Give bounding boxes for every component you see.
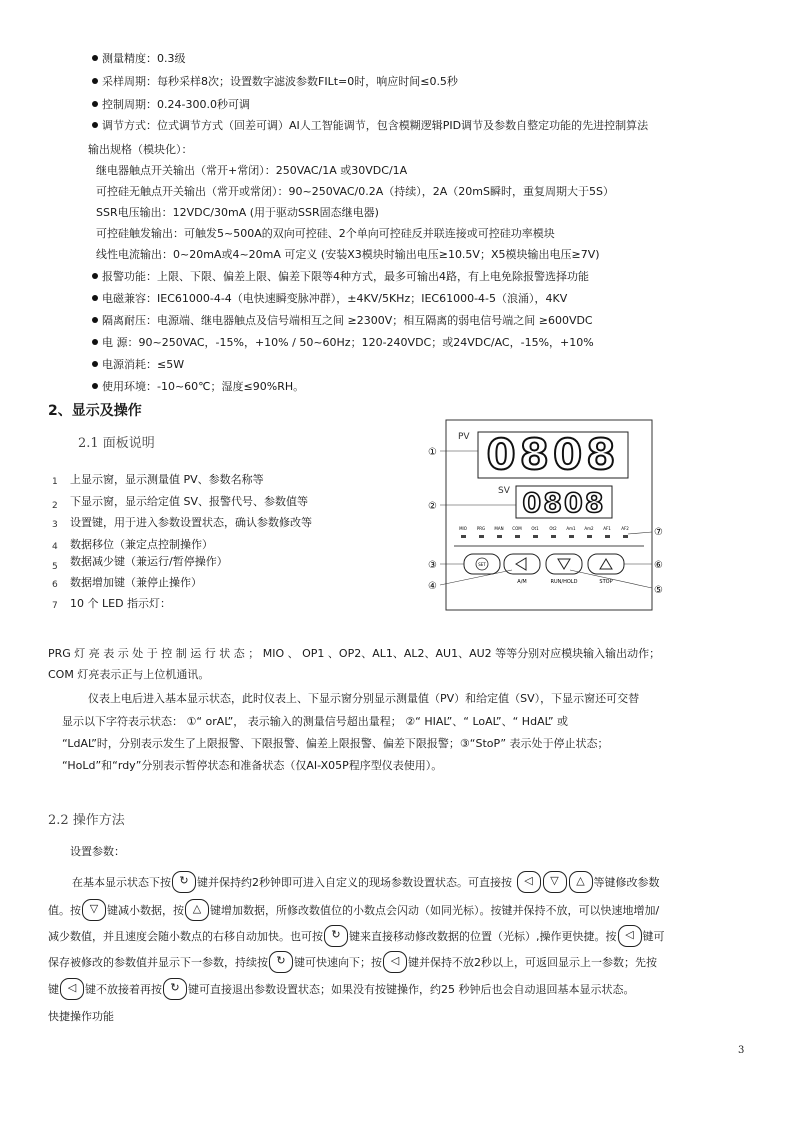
down-key-icon: ▽ bbox=[82, 899, 106, 921]
down-key[interactable] bbox=[546, 554, 582, 574]
section-2-heading: 2、显示及操作 bbox=[48, 403, 142, 419]
led-description-line-1: PRG 灯 亮 表 示 处 于 控 制 运 行 状 态 ； MIO 、 OP1 、OP2、AL1、AL2、AU1、AU2 等等分别对应模块输入输出动作； bbox=[48, 647, 661, 660]
bullet-icon bbox=[92, 317, 98, 323]
led-indicator bbox=[569, 535, 574, 538]
led-label: AF2 bbox=[621, 526, 629, 531]
bullet-icon bbox=[92, 383, 98, 389]
spec-isolation: 隔离耐压：电源端、继电器触点及信号端相互之间 ≥2300V；相互隔离的弱电信号端之间 ≥600VDC bbox=[92, 314, 593, 328]
section-2-2-heading: 2.2 操作方法 bbox=[48, 813, 125, 828]
bullet-icon bbox=[92, 55, 98, 61]
pv-digits: 0808 bbox=[486, 430, 620, 479]
quick-ops-heading: 快捷操作功能 bbox=[48, 1010, 114, 1023]
callout-4: ④ bbox=[428, 581, 437, 592]
led-indicator bbox=[623, 535, 628, 538]
op-line-3: 减少数值，并且速度会随小数点的右移自动加快。也可按 ↻ 键来直接移动修改数据的位置（光标）,操作更快捷。按 ◁ 键可 bbox=[48, 926, 665, 948]
spec-environment: 使用环境：-10~60℃；湿度≤90%RH。 bbox=[92, 380, 304, 394]
led-label: PRG bbox=[476, 526, 486, 531]
set-key-label: SET bbox=[478, 562, 486, 567]
output-relay: 继电器触点开关输出（常开+常闭）：250VAC/1A 或30VDC/1A bbox=[96, 164, 408, 177]
op-line-1: 在基本显示状态下按 ↻ 键并保持约2秒钟即可进入自定义的现场参数设置状态。可直接按 ◁ ▽ △ 等键修改参数 bbox=[72, 872, 660, 894]
callout-6: ⑥ bbox=[654, 560, 663, 571]
panel-item-num: 6 bbox=[52, 580, 58, 590]
callout-2: ② bbox=[428, 501, 437, 512]
spec-emc: 电磁兼容：IEC61000-4-4（电快速瞬变脉冲群），±4KV/5KHz；IEC61000-4-5（浪涌），4KV bbox=[92, 292, 567, 306]
output-title: 输出规格（模块化）： bbox=[88, 143, 193, 156]
led-label: AF1 bbox=[603, 526, 611, 531]
shift-key-label: A/M bbox=[517, 579, 527, 585]
output-thyristor-switch: 可控硅无触点开关输出（常开或常闭）：90~250VAC/0.2A（持续），2A（20mS瞬时，重复周期大于5S） bbox=[96, 185, 614, 198]
set-key-icon: ↻ bbox=[269, 951, 293, 973]
bullet-icon bbox=[92, 101, 98, 107]
left-key-icon: ◁ bbox=[383, 951, 407, 973]
output-ssr: SSR电压输出：12VDC/30mA (用于驱动SSR固态继电器) bbox=[96, 206, 379, 219]
bullet-icon bbox=[92, 295, 98, 301]
spec-control-period: 控制周期：0.24-300.0秒可调 bbox=[92, 98, 250, 112]
controller-panel-diagram bbox=[420, 418, 680, 618]
panel-item-num: 1 bbox=[52, 477, 58, 487]
led-label: MIO bbox=[459, 526, 467, 531]
panel-item-num: 2 bbox=[52, 501, 58, 511]
op-line-2: 值。按 ▽ 键减小数据，按 △ 键增加数据，所修改数值位的小数点会闪动（如同光标）。按键并保持不放，可以快速地增加/ bbox=[48, 900, 659, 922]
callout-5: ⑤ bbox=[654, 585, 663, 596]
display-para-line-1: 仪表上电后进入基本显示状态，此时仪表上、下显示窗分别显示测量值（PV）和给定值（SV），下显示窗还可交替 bbox=[88, 692, 640, 705]
panel-item-text: 上显示窗，显示测量值 PV、参数名称等 bbox=[70, 473, 264, 486]
spec-power: 电 源：90~250VAC，-15%，+10% / 50~60Hz；120-240VDC；或24VDC/AC，-15%，+10% bbox=[92, 336, 594, 350]
display-para-line-3: “LdAL”时，分别表示发生了上限报警、下限报警、偏差上限报警、偏差下限报警；③“StoP” 表示处于停止状态； bbox=[62, 737, 609, 750]
panel-item-text: 数据增加键（兼停止操作） bbox=[70, 576, 202, 589]
led-indicator bbox=[587, 535, 592, 538]
set-key-icon: ↻ bbox=[163, 978, 187, 1000]
bullet-icon bbox=[92, 361, 98, 367]
panel-item-num: 4 bbox=[52, 542, 58, 552]
panel-item-text: 10 个 LED 指示灯： bbox=[70, 597, 172, 610]
led-label: Ot2 bbox=[549, 526, 557, 531]
spec-sampling: 采样周期：每秒采样8次；设置数字滤波参数FILt=0时，响应时间≤0.5秒 bbox=[92, 75, 458, 89]
op-line-4: 保存被修改的参数值并显示下一参数，持续按 ↻ 键可快速向下；按 ◁ 键并保持不放2秒以上，可返回显示上一参数；先按 bbox=[48, 952, 657, 974]
left-key-icon: ◁ bbox=[517, 871, 541, 893]
panel-item-text: 设置键，用于进入参数设置状态，确认参数修改等 bbox=[70, 516, 312, 529]
led-indicator bbox=[533, 535, 538, 538]
bullet-icon bbox=[92, 78, 98, 84]
spec-accuracy: 测量精度：0.3级 bbox=[92, 52, 186, 66]
set-params-label: 设置参数： bbox=[70, 845, 125, 858]
set-key-icon: ↻ bbox=[324, 925, 348, 947]
up-key-label: STOP bbox=[599, 579, 613, 585]
panel-item-text: 下显示窗，显示给定值 SV、报警代号、参数值等 bbox=[70, 495, 309, 508]
led-indicator bbox=[605, 535, 610, 538]
shift-key[interactable] bbox=[504, 554, 540, 574]
pv-label: PV bbox=[458, 432, 470, 442]
down-key-icon: ▽ bbox=[543, 871, 567, 893]
panel-item-num: 5 bbox=[52, 562, 58, 572]
led-label: MAN bbox=[494, 526, 504, 531]
bullet-icon bbox=[92, 273, 98, 279]
led-indicator bbox=[461, 535, 466, 538]
panel-item-text: 数据移位（兼定点控制操作） bbox=[70, 538, 213, 551]
display-para-line-2: 显示以下字符表示状态： ①“ orAL”， 表示输入的测量信号超出量程； ②“ HIAL”、“ LoAL”、“ HdAL” 或 bbox=[62, 715, 569, 728]
left-key-icon: ◁ bbox=[618, 925, 642, 947]
spec-consumption: 电源消耗：≤5W bbox=[92, 358, 184, 372]
callout-3: ③ bbox=[428, 560, 437, 571]
led-description-line-2: COM 灯亮表示正与上位机通讯。 bbox=[48, 668, 210, 681]
set-key-icon: ↻ bbox=[172, 871, 196, 893]
op-line-5: 键 ◁ 键不放接着再按 ↻ 键可直接退出参数设置状态；如果没有按键操作，约25 秒钟后也会自动退回基本显示状态。 bbox=[48, 979, 635, 1001]
panel-item-num: 3 bbox=[52, 520, 58, 530]
led-indicator bbox=[551, 535, 556, 538]
section-2-1-heading: 2.1 面板说明 bbox=[78, 436, 155, 451]
output-thyristor-trigger: 可控硅触发输出：可触发5~500A的双向可控硅、2个单向可控硅反并联连接或可控硅功率模块 bbox=[96, 227, 555, 240]
led-label: Am1 bbox=[566, 526, 576, 531]
spec-alarm: 报警功能：上限、下限、偏差上限、偏差下限等4种方式，最多可输出4路，有上电免除报警选择功能 bbox=[92, 270, 589, 284]
sv-label: SV bbox=[498, 486, 510, 496]
panel-item-num: 7 bbox=[52, 601, 58, 611]
up-key-icon: △ bbox=[569, 871, 593, 893]
led-indicator bbox=[515, 535, 520, 538]
led-label: Am2 bbox=[584, 526, 594, 531]
left-key-icon: ◁ bbox=[60, 978, 84, 1000]
down-key-label: RUN/HOLD bbox=[550, 579, 578, 585]
bullet-icon bbox=[92, 122, 98, 128]
up-key-icon: △ bbox=[185, 899, 209, 921]
led-label: COM bbox=[512, 526, 522, 531]
callout-7: ⑦ bbox=[654, 527, 663, 538]
led-indicator bbox=[479, 535, 484, 538]
display-para-line-4: “HoLd”和“rdy”分别表示暂停状态和准备状态（仅AI-X05P程序型仪表使用）。 bbox=[62, 759, 443, 772]
led-indicator bbox=[497, 535, 502, 538]
bullet-icon bbox=[92, 339, 98, 345]
spec-regulation: 调节方式：位式调节方式（回差可调）AI人工智能调节，包含模糊逻辑PID调节及参数自整定功能的先进控制算法 bbox=[92, 119, 648, 133]
callout-1: ① bbox=[428, 447, 437, 458]
panel-item-text: 数据减少键（兼运行/暂停操作） bbox=[70, 555, 228, 568]
page-number: 3 bbox=[738, 1045, 745, 1056]
up-key[interactable] bbox=[588, 554, 624, 574]
sv-digits: 0808 bbox=[522, 488, 606, 519]
output-linear-current: 线性电流输出：0~20mA或4~20mA 可定义 (安装X3模块时输出电压≥10.5V；X5模块输出电压≥7V) bbox=[96, 248, 600, 261]
led-label: Ot1 bbox=[531, 526, 539, 531]
